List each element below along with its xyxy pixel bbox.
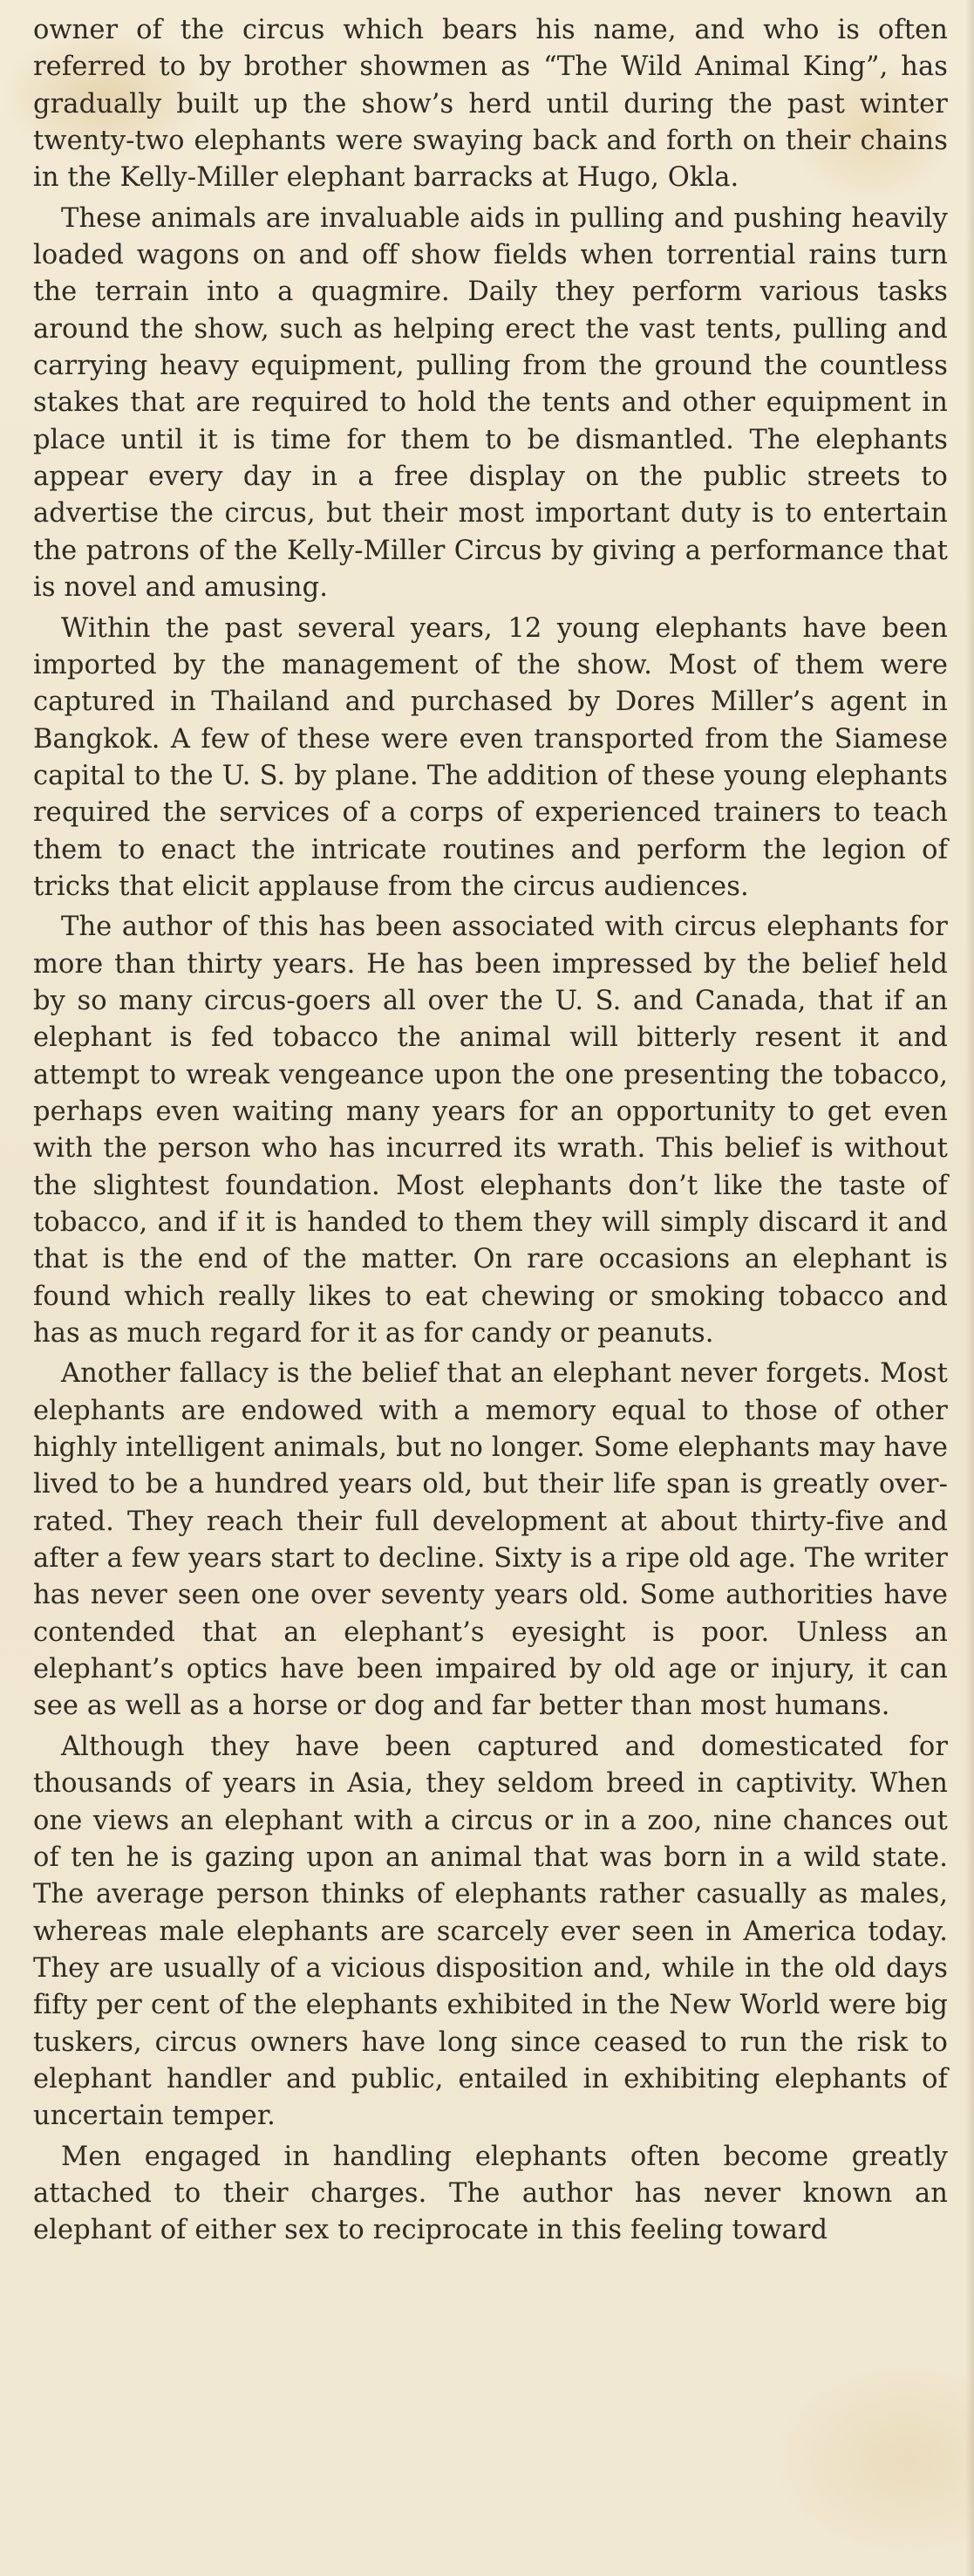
paragraph-young-elephants-imported: Within the past several years, 12 young elephants have been imported by the management of the show. Most of them were captured in Thailand and purchased by Dores Miller’s agent in Bangkok. A few of these were even transported from the Siamese capital to the U. S. by plane. The addition of these young elephants required the services of a corps of experienced trainers to teach them to enact the intricate routines and perform the legion of tricks that elicit applause from the circus audiences. [33, 612, 948, 902]
paragraph-handlers-attachment: Men engaged in handling elephants often become greatly attached to their charges. The author has never known an elephant of either sex to reciprocate in this feeling toward [33, 2141, 948, 2246]
paragraph-breeding-captivity: Although they have been captured and domesticated for thousands of years in Asia, they seldom breed in captivity. When one views an elephant with a circus or in a zoo, nine chances out of ten he is gazing upon an animal that was born in a wild state. The average person thinks of elephants rather casually as males, whereas male elephants are scarcely ever seen in America today. They are usually of a vicious disposition and, while in the old days fifty per cent of the elephants exhibited in the New World were big tuskers, circus owners have long since ceased to run the risk to elephant handler and public, entailed in exhibiting elephants of uncertain temper. [33, 1731, 948, 2132]
article-body [33, 12, 948, 2250]
paragraph-memory-fallacy: Another fallacy is the belief that an elephant never forgets. Most elephants are endowed with a memory equal to those of other highly intelligent animals, but no longer. Some elephants may have lived to be a hundred years old, but their life span is greatly over-rated. They reach their full development at about thirty-five and after a few years start to decline. Sixty is a ripe old age. The writer has never seen one over seventy years old. Some authorities have contended that an elephant’s eyesight is poor. Unless an elephant’s optics have been impaired by old age or injury, it can see as well as a horse or dog and far better than most humans. [33, 1358, 948, 1722]
paragraph-tobacco-belief: The author of this has been associated with circus elephants for more than thirty years. He has been impressed by the belief held by so many circus-goers all over the U. S. and Canada, that if an elephant is fed tobacco the animal will bitterly resent it and attempt to wreak vengeance upon the one presenting the tobacco, perhaps even waiting many years for an opportunity to get even with the person who has incurred its wrath. This belief is without the slightest foundation. Most elephants don’t like the taste of tobacco, and if it is handed to them they will simply discard it and that is the end of the matter. On rare occasions an elephant is found which really likes to eat chewing or smoking tobacco and has as much regard for it as for candy or peanuts. [33, 912, 948, 1349]
paragraph-elephant-duties: These animals are invaluable aids in pulling and pushing heavily loaded wagons on and off show fields when torrential rains turn the terrain into a quagmire. Daily they perform various tasks around the show, such as helping erect the vast tents, pulling and carrying heavy equipment, pulling from the ground the countless stakes that are required to hold the tents and other equipment in place until it is time for them to be dismantled. The elephants appear every day in a free display on the public streets to advertise the circus, but their most important duty is to entertain the patrons of the Kelly-Miller Circus by giving a performance that is novel and amusing. [33, 202, 948, 604]
paragraph-continued-intro: owner of the circus which bears his name, and who is often referred to by brother showmen as “The Wild Animal King”, has gradually built up the show’s herd until during the past winter twenty-two elephants were swaying back and forth on their chains in the Kelly-Miller elephant barracks at Hugo, Okla. [33, 15, 948, 194]
